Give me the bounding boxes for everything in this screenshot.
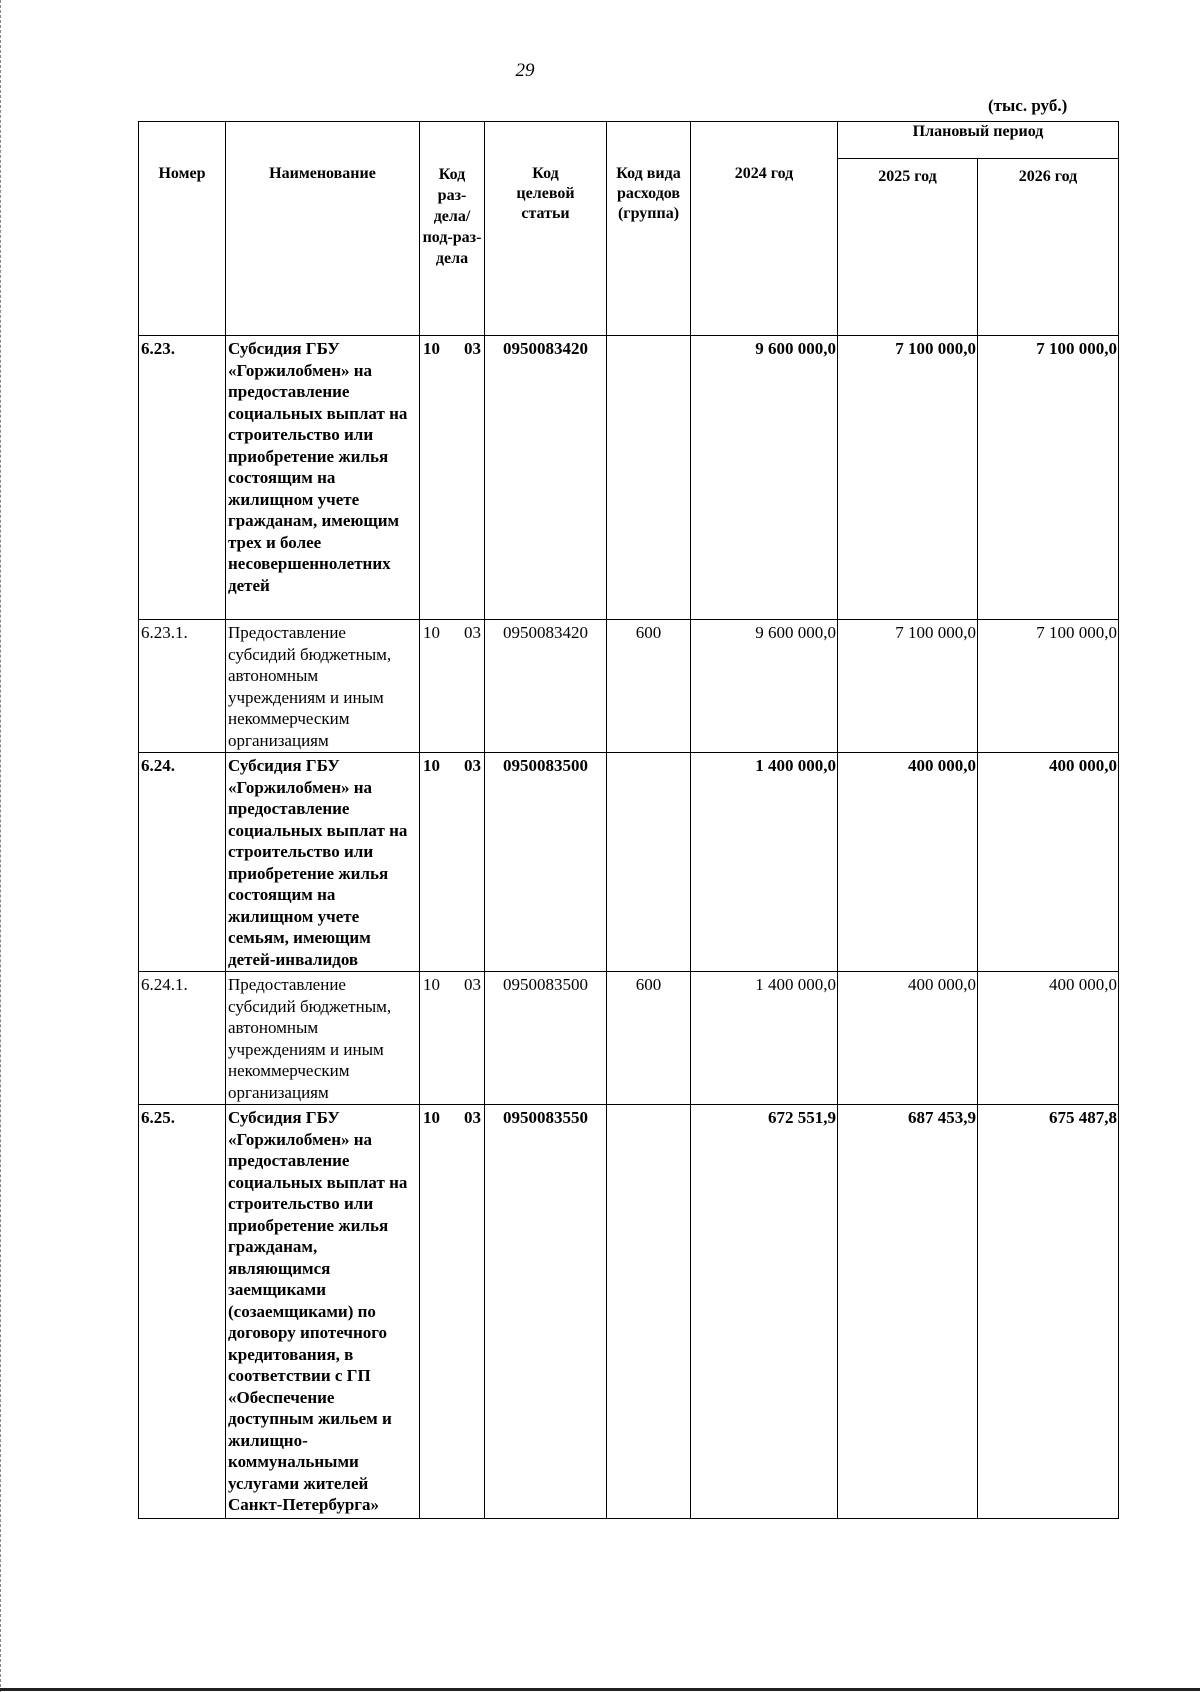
header-planned-period: Плановый период — [838, 122, 1119, 159]
row-2025: 7 100 000,0 — [838, 336, 978, 620]
row-2026: 400 000,0 — [978, 972, 1119, 1105]
row-target: 0950083500 — [485, 972, 607, 1105]
row-target: 0950083500 — [485, 753, 607, 972]
row-2026: 7 100 000,0 — [978, 620, 1119, 753]
row-target: 0950083550 — [485, 1105, 607, 1519]
row-name: Предоставление субсидий бюджетным, автономным учреждениям и иным некоммерческим организациям — [226, 620, 420, 753]
row-2025: 400 000,0 — [838, 753, 978, 972]
row-razdel: 10 03 — [420, 753, 485, 972]
header-2026: 2026 год — [978, 159, 1119, 336]
header-2024: 2024 год — [691, 122, 838, 336]
header-razdel: Код раз-дела/ под-раз-дела — [420, 122, 485, 336]
row-2026: 675 487,8 — [978, 1105, 1119, 1519]
units-label: (тыс. руб.) — [988, 96, 1068, 115]
row-number: 6.24. — [139, 753, 226, 972]
row-number: 6.24.1. — [139, 972, 226, 1105]
header-target: Код целевой статьи — [485, 122, 607, 336]
bottom-edge-line — [0, 1688, 1200, 1691]
row-group — [607, 336, 691, 620]
row-name: Субсидия ГБУ «Горжилобмен» на предоставление социальных выплат на строительство или приобретение жилья гражданам, являющимся заемщиками (созаемщиками) по договору ипотечного кредитования, в соответствии с ГП «Обеспечение доступным жильем и жилищно-коммунальными услугами жителей Санкт-Петербурга» — [226, 1105, 420, 1519]
row-name: Субсидия ГБУ «Горжилобмен» на предоставление социальных выплат на строительство или приобретение жилья состоящим на жилищном учете семьям, имеющим детей-инвалидов — [226, 753, 420, 972]
row-group: 600 — [607, 620, 691, 753]
row-group: 600 — [607, 972, 691, 1105]
header-name: Наименование — [226, 122, 420, 336]
row-name: Субсидия ГБУ «Горжилобмен» на предоставление социальных выплат на строительство или приобретение жилья состоящим на жилищном учете гражданам, имеющим трех и более несовершеннолетних детей — [226, 336, 420, 620]
row-razdel: 10 03 — [420, 620, 485, 753]
budget-table — [138, 121, 1119, 1519]
table-row — [139, 972, 1119, 1105]
row-group — [607, 753, 691, 972]
row-2025: 687 453,9 — [838, 1105, 978, 1519]
table-row — [139, 620, 1119, 753]
table-row — [139, 336, 1119, 620]
header-expense-type: Код вида расходов (группа) — [607, 122, 691, 336]
row-2025: 7 100 000,0 — [838, 620, 978, 753]
row-2024: 1 400 000,0 — [691, 753, 838, 972]
header-2025: 2025 год — [838, 159, 978, 336]
row-group — [607, 1105, 691, 1519]
row-number: 6.23.1. — [139, 620, 226, 753]
page-edge — [0, 0, 3, 1692]
row-target: 0950083420 — [485, 336, 607, 620]
table-row — [139, 753, 1119, 972]
row-2024: 672 551,9 — [691, 1105, 838, 1519]
row-number: 6.25. — [139, 1105, 226, 1519]
page-number: 29 — [515, 60, 535, 81]
row-2024: 9 600 000,0 — [691, 336, 838, 620]
row-2024: 1 400 000,0 — [691, 972, 838, 1105]
row-target: 0950083420 — [485, 620, 607, 753]
row-razdel: 10 03 — [420, 1105, 485, 1519]
header-row-1 — [139, 122, 1119, 159]
header-number: Номер — [139, 122, 226, 336]
row-razdel: 10 03 — [420, 972, 485, 1105]
row-razdel: 10 03 — [420, 336, 485, 620]
row-name: Предоставление субсидий бюджетным, автономным учреждениям и иным некоммерческим организациям — [226, 972, 420, 1105]
table-row — [139, 1105, 1119, 1519]
row-2025: 400 000,0 — [838, 972, 978, 1105]
row-2024: 9 600 000,0 — [691, 620, 838, 753]
row-number: 6.23. — [139, 336, 226, 620]
row-2026: 7 100 000,0 — [978, 336, 1119, 620]
row-2026: 400 000,0 — [978, 753, 1119, 972]
